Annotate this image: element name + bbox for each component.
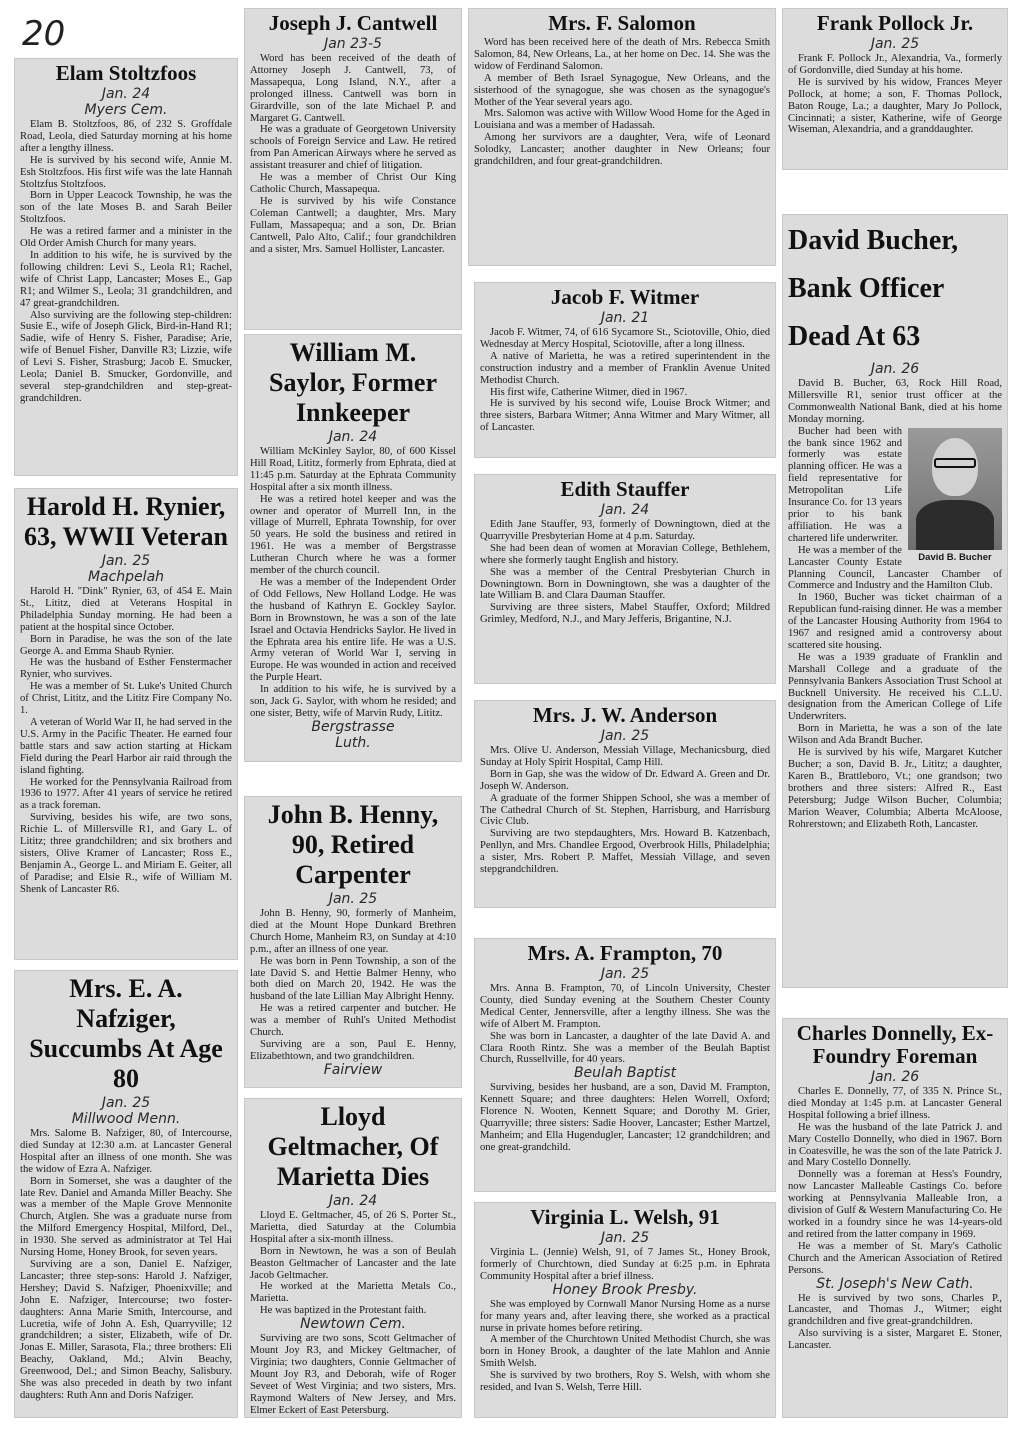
page-number: 20	[22, 14, 66, 54]
handwritten-note: Fairview	[323, 1061, 383, 1078]
paragraph: He was a graduate of Georgetown University schools of Foreign Service and Law. He retired from Pan American Airways where he served as assistant treasurer and chief of litigation.	[250, 124, 456, 172]
photo-caption: David B. Bucher	[918, 551, 992, 563]
obituary-frampton	[474, 938, 776, 1192]
handwritten-date: Jan. 25	[101, 1095, 151, 1111]
headline: John B. Henny, 90, Retired Carpenter	[267, 800, 439, 889]
paragraph: He was a member of St. Luke's United Church of Christ, Lititz, and the Lititz Fire Company No. 1.	[20, 681, 232, 717]
portrait-glasses	[934, 458, 976, 468]
paragraph: In addition to his wife, he is survived by the following children: Levi S., Leola R1; Rachel, wife of Christ Lapp, Lancaster; Moses E., Gap R1; and Wilmer S., Leola; 31 grandchildren, and 47 great-grandchildren.	[20, 249, 232, 309]
obituary-welsh	[474, 1202, 776, 1418]
paragraph: William McKinley Saylor, 80, of 600 Kissel Hill Road, Lititz, formerly from Ephrata, died at 11:45 p.m. Saturday at the Ephrata Community Hospital after a six month illness.	[250, 446, 456, 493]
paragraph: Surviving are two stepdaughters, Mrs. Howard B. Katzenbach, Penllyn, and Mrs. Chandlee Ergood, Overbrook Hills, Philadelphia; a sister, Mrs. Robert P. Maffet, Messiah Village, and seven stepgrandchildren.	[480, 828, 770, 876]
paragraph: Lloyd E. Geltmacher, 45, of 26 S. Porter St., Marietta, died Saturday at the Columbia Hospital after a six-month illness.	[250, 1210, 456, 1245]
headline: Mrs. A. Frampton, 70	[527, 941, 723, 965]
paragraph: Born in Marietta, he was a son of the late Wilson and Ada Brandt Bucher.	[788, 723, 1002, 747]
handwritten-date: Jan. 25	[600, 1230, 650, 1246]
paragraph: Edith Jane Stauffer, 93, formerly of Downingtown, died at the Quarryville Presbyterian Home at 4 p.m. Saturday.	[480, 519, 770, 542]
handwritten-note: Machpelah	[87, 569, 165, 585]
handwritten-date: Jan. 24	[101, 86, 151, 102]
paragraph: Surviving, besides his wife, are two sons, Richie L. of Millersville R1, and Gary L. of Lititz; three grandchildren; and six brothers and sisters, Olive Kramer of Lancaster; Ross E., Benjamin A., George L. and Miriam E. Geiter, all of Paradise; and Elsie R., wife of William M. Shenk of Lancaster R6.	[20, 812, 232, 895]
handwritten-date: Jan. 25	[101, 553, 151, 569]
paragraph: A member of Beth Israel Synagogue, New Orleans, and the sisterhood of the synagogue, she was chosen as the synagogue's Mother of the Year several years ago.	[474, 72, 770, 108]
paragraph: He is survived by his second wife, Annie M. Esh Stoltzfoos. His first wife was the late Hannah Stoltzfus Stoltzfoos.	[20, 154, 232, 190]
paragraph: Elam B. Stoltzfoos, 86, of 232 S. Groffdale Road, Leola, died Saturday morning at his home after a lengthy illness.	[20, 119, 232, 154]
paragraph: He is survived by two sons, Charles P., Lancaster, and Thomas J., Witmer; eight grandchildren and five great-grandchildren.	[788, 1292, 1002, 1328]
paragraph: Word has been received of the death of Attorney Joseph J. Cantwell, 73, of Massapequa, Long Island, N.Y., after a prolonged illness. Cantwell was born in Girardville, son of the late Michael P. and Margaret G. Cantwell.	[250, 53, 456, 124]
paragraph: John B. Henny, 90, formerly of Manheim, died at the Mount Hope Dunkard Brethren Church Home, Manheim R3, on Sunday at 4:10 p.m., after an illness of one year.	[250, 908, 456, 955]
headline: Elam Stoltzfoos	[55, 61, 197, 85]
paragraph: Mrs. Anna B. Frampton, 70, of Lincoln University, Chester County, died Sunday evening at the Southern Chester County Medical Center, Jennersville, after a lengthy illness. She was the wife of Albert M. Frampton.	[480, 983, 770, 1030]
handwritten-note: Myers Cem.	[84, 102, 168, 118]
headline: Charles Donnelly, Ex-Foundry Foreman	[796, 1021, 994, 1068]
paragraph: Jacob F. Witmer, 74, of 616 Sycamore St., Sciotoville, Ohio, died Wednesday at Mercy Hospital, Sciotoville, after a long illness.	[480, 327, 770, 350]
headline: Harold H. Rynier, 63, WWII Veteran	[24, 492, 228, 551]
paragraph: Born in Upper Leacock Township, he was the son of the late Moses B. and Sarah Beiler Stoltzfoos.	[20, 190, 232, 226]
handwritten-date: Jan. 25	[328, 891, 378, 907]
handwritten-note: Bergstrasse	[311, 718, 395, 735]
obituary-saylor	[244, 334, 462, 762]
obituary-pollock	[782, 8, 1008, 170]
paragraph: He was born in Penn Township, a son of the late David S. and Hettie Balmer Henny, who both died on March 20, 1942. He was the husband of the late Lillian May Albright Henny.	[250, 955, 456, 1003]
handwritten-date: Jan 23-5	[324, 36, 382, 52]
paragraph: She was born in Lancaster, a daughter of the late David A. and Clara Rooth Rintz. She was a member of the Beulah Baptist Church, Russellville, for 40 years.	[480, 1030, 770, 1066]
paragraph: He worked for the Pennsylvania Railroad from 1936 to 1977. After 41 years of service he retired as a track foreman.	[20, 776, 232, 812]
handwritten-date: Jan. 26	[870, 361, 920, 377]
obituary-anderson	[474, 700, 776, 908]
paragraph: He was a member of Christ Our King Catholic Church, Massapequa.	[250, 172, 456, 195]
paragraph: He was a 1939 graduate of Franklin and Marshall College and a graduate of the Pennsylvania Bankers Association Trust School at Bucknell University. He received his C.L.U. designation from the American College of Life Underwriters.	[788, 651, 1002, 723]
paragraph: He was the husband of Esther Fenstermacher Rynier, who survives.	[20, 657, 232, 681]
paragraph: He is survived by his widow, Frances Meyer Pollock, at home; a son, F. Thomas Pollock, Baton Rouge, La.; a daughter, Mary Jo Pollock, Cincinnati; a sister, Katherine, wife of George Wiseman, Alexandria, and a granddaughter.	[788, 76, 1002, 136]
paragraph: Surviving, besides her husband, are a son, David M. Frampton, Kennett Square; and three daughters: Helen Worrell, Oxford; Florence N. Wooten, Kennett Square; and Dorothy M. Grier, Quarryville; three sisters: Sadie Hoover, Lancaster; Esther Martzel, Manheim; and Ella Hugendugler, Lancaster; 12 grandchildren; and one great-grandchild.	[480, 1082, 770, 1153]
paragraph: He is survived by his second wife, Louise Brock Witmer; and three sisters, Barbara Witmer; Anna Witmer and Mary Witmer, all of Lancaster.	[480, 398, 770, 434]
handwritten-date: Jan. 24	[600, 502, 650, 518]
headline: Jacob F. Witmer	[550, 285, 700, 309]
paragraph: A graduate of the former Shippen School, she was a member of The Cathedral Church of St. Stephen, Harrisburg, and Harrisburg Civic Club.	[480, 792, 770, 828]
handwritten-note: Newtown Cem.	[300, 1316, 406, 1333]
obituary-bucher	[782, 214, 1008, 988]
obituary-cantwell	[244, 8, 462, 330]
paragraph: Virginia L. (Jennie) Welsh, 91, of 7 James St., Honey Brook, formerly of Churchtown, died Sunday at 6:25 p.m. in Ephrata Community Hospital after a brief illness.	[480, 1247, 770, 1282]
paragraph: Surviving are three sisters, Mabel Stauffer, Oxford; Mildred Grimley, Medford, N.J., and Mary Jefferis, Brigantine, N.J.	[480, 602, 770, 626]
handwritten-date: Jan. 24	[328, 1193, 378, 1209]
portrait-suit	[916, 500, 994, 550]
handwritten-note: Millwood Menn.	[71, 1111, 181, 1127]
paragraph: He is survived by his wife Constance Coleman Cantwell; a daughter, Mrs. Mary Fullam, Massapequa; and a son, Dr. Brian Cantwell, Palo Alto, Calif.; four grandchildren and a sister, Mrs. Samuel Hollister, Lancaster.	[250, 195, 456, 255]
obituary-nafziger	[14, 970, 238, 1418]
paragraph: Born in Gap, she was the widow of Dr. Edward A. Green and Dr. Joseph W. Anderson.	[480, 768, 770, 792]
paragraph: Bucher had been with the bank since 1962 and formerly was estate planning officer. He was a field representative for Metropolitan Life Insurance Co. for 13 years prior to his bank affiliation. He was a chartered life underwriter.	[788, 425, 902, 544]
paragraph: Also surviving are the following step-children: Susie E., wife of Joseph Glick, Bird-in-Hand R1; Sadie, wife of Henry S. Fisher, Paradise; Arie, wife of Benuel Fisher, Danville R3; Lizzie, wife of Levi S. Fisher, Strasburg; Jacob E. Smucker, Leola; Daniel B. Smucker, Gordonville, and several step-grandchildren and step-great-grandchildren.	[20, 309, 232, 404]
paragraph: A native of Marietta, he was a retired superintendent in the construction industry and a member of Franklin Avenue United Methodist Church.	[480, 350, 770, 386]
obituary-witmer	[474, 282, 776, 458]
paragraph: He was a retired farmer and a minister in the Old Order Amish Church for many years.	[20, 226, 232, 250]
headline-line-1: David Bucher,	[788, 225, 959, 256]
obituary-salomon	[468, 8, 776, 266]
headline: Frank Pollock Jr.	[816, 11, 974, 35]
paragraph: In 1960, Bucher was ticket chairman of a Republican fund-raising dinner. He was a member of the Lancaster Housing Authority from 1964 to 1967 and resigned amid a controversy about scattered site housing.	[788, 592, 1002, 651]
paragraph: Mrs. Salomon was active with Willow Wood Home for the Aged in Louisiana and was a member of Hadassah.	[474, 108, 770, 132]
obituary-geltmacher	[244, 1098, 462, 1418]
paragraph: Also surviving is a sister, Margaret E. Stoner, Lancaster.	[788, 1328, 1002, 1352]
handwritten-note: St. Joseph's New Cath.	[816, 1275, 974, 1292]
headline: Mrs. F. Salomon	[548, 11, 696, 35]
headline: Edith Stauffer	[560, 477, 690, 501]
paragraph: Born in Paradise, he was the son of the late George A. and Emma Shaub Rynier.	[20, 633, 232, 657]
handwritten-note: Honey Brook Presby.	[552, 1281, 698, 1298]
paragraph: Word has been received here of the death of Mrs. Rebecca Smith Salomon, 84, New Orleans, La., at her home on Dec. 14. She was the widow of Ferdinand Salomon.	[474, 37, 770, 72]
handwritten-note: Beulah Baptist	[573, 1065, 677, 1082]
headline: Mrs. E. A. Nafziger, Succumbs At Age 80	[29, 974, 223, 1093]
paragraph: Harold H. "Dink" Rynier, 63, of 454 E. Main St., Lititz, died at Veterans Hospital in Philadelphia Sunday morning. He had been a patient at the hospital since October.	[20, 586, 232, 633]
paragraph: Surviving are a son, Daniel E. Nafziger, Lancaster; three step-sons: Harold J. Nafziger, Hershey; David S. Nafziger, Phoenixville; and John E. Nafziger, Intercourse; two foster-daughters: Anna Marie Smith, Intercourse, and Lucretia, wife of John A. Esh, Quarryville; 12 grandchildren; a sister, Elizabeth, wife of Dr. Jonas E. Miller, Sarasota, Fla.; three brothers: Eli Beachy, Oakland, Md.; Alvin Beachy, Greenwood, Del.; and Simon Beachy, Salisbury. She was also preceded in death by two infant daughters: Ruth Ann and Doris Nafziger.	[20, 1258, 232, 1401]
paragraph: He is survived by his wife, Margaret Kutcher Bucher; a son, David B. Jr., Lititz; a daughter, Karen B., Brattleboro, Vt.; one grandson; two brothers and three sisters: Alfred R., East Petersburg; Judge Wilson Bucher, Columbia; Marion Weaver, Columbia; Alberta McAloose, Rohrerstown; and Elizabeth Roth, Lancaster.	[788, 747, 1002, 830]
headline-line-2: Bank Officer	[788, 273, 945, 304]
handwritten-note: Luth.	[335, 734, 371, 751]
paragraph: In addition to his wife, he is survived by a son, Jack G. Saylor, with whom he resided; and one sister, Betty, wife of Marvin Rudy, Lititz.	[250, 684, 456, 719]
paragraph: David B. Bucher, 63, Rock Hill Road, Millersville R1, senior trust officer at the Commonwealth National Bank, died at his home Monday morning.	[788, 378, 1002, 425]
paragraph: Mrs. Salome B. Nafziger, 80, of Intercourse, died Sunday at 12:30 a.m. at Lancaster General Hospital after an illness of one month. She was the widow of Ezra A. Nafziger.	[20, 1128, 232, 1175]
paragraph: Surviving are two sons, Scott Geltmacher of Mount Joy R3, and Mickey Geltmacher, of Virginia; two daughters, Connie Geltmacher of Mount Joy R3, and Deborah, wife of Roger Seveet of West Virginia; and two sisters, Mrs. Raymond Walters of New Jersey, and Mrs. Elmer Eckert of East Petersburg.	[250, 1333, 456, 1416]
headline: Lloyd Geltmacher, Of Marietta Dies	[267, 1102, 439, 1191]
handwritten-date: Jan. 21	[600, 310, 650, 326]
paragraph: His first wife, Catherine Witmer, died in 1967.	[490, 386, 688, 398]
handwritten-date: Jan. 25	[600, 728, 650, 744]
paragraph: A member of the Churchtown United Methodist Church, she was born in Honey Brook, a daughter of the late Mahlon and Annie Smith Welsh.	[480, 1334, 770, 1370]
handwritten-date: Jan. 24	[328, 429, 378, 445]
paragraph: She was employed by Cornwall Manor Nursing Home as a nurse for many years and, after leaving there, she worked as a practical nurse in private homes before retiring.	[480, 1298, 770, 1334]
paragraph: A veteran of World War II, he had served in the U.S. Army in the Pacific Theater. He earned four battle stars and saw action starting at Hickam Field during the Pearl Harbor air raid through the island fighting.	[20, 716, 232, 776]
paragraph: He was a member of St. Mary's Catholic Church and the American Association of Retired Persons.	[788, 1240, 1002, 1276]
paragraph: Frank F. Pollock Jr., Alexandria, Va., formerly of Gordonville, died Sunday at his home.	[788, 53, 1002, 76]
obituary-donnelly	[782, 1018, 1008, 1418]
portrait-photo	[908, 428, 1002, 550]
paragraph: He was a member of the Independent Order of Odd Fellows, New Holland Lodge. He was the husband of Kathryn E. Gockley Saylor. Born in Brownstown, he was a son of the late Israel and Octavia Hendricks Saylor. He lived in the Ephrata area his entire life. He was a U.S. Army veteran of World War I, serving in Europe. He was wounded in action and received the Purple Heart.	[250, 576, 456, 684]
paragraph: He was baptized in the Protestant faith.	[260, 1305, 427, 1317]
paragraph: He was a member of the Lancaster County Estate Planning Council, Lancaster Chamber of Commerce and Industry and the Hamilton Club.	[788, 544, 1002, 592]
paragraph: He was a retired hotel keeper and was the owner and operator of Murrell Inn, in the village of Murrell, Ephrata Township, for over 50 years. He sold the business and retired in 1961. He was a member of Bergstrasse Lutheran Church where he was a former member of the church council.	[250, 493, 456, 577]
paragraph: Mrs. Olive U. Anderson, Messiah Village, Mechanicsburg, died Sunday at Holy Spirit Hospital, Camp Hill.	[480, 745, 770, 768]
headline-line-3: Dead At 63	[788, 321, 921, 352]
headline: Joseph J. Cantwell	[268, 11, 438, 35]
paragraph: Among her survivors are a daughter, Vera, wife of Leonard Solodky, Lancaster; another daughter in New Orleans; four grandchildren, and four great-grandchildren.	[474, 132, 770, 168]
paragraph: Surviving are a son, Paul E. Henny, Elizabethtown, and two grandchildren.	[250, 1038, 456, 1062]
obituary-henny	[244, 796, 462, 1088]
obituary-rynier	[14, 488, 238, 960]
paragraph: Donnelly was a foreman at Hess's Foundry, now Lancaster Malleable Castings Co. before working at Pennsylvania Malleable Iron, a division of Gulf & Western Manufacturing Co. He worked in a foundry since he was 14-years-old and retired from the latter company in 1969.	[788, 1169, 1002, 1240]
handwritten-date: Jan. 25	[870, 36, 920, 52]
handwritten-date: Jan. 26	[870, 1069, 920, 1085]
headline: William M. Saylor, Former Innkeeper	[269, 338, 437, 427]
paragraph: Born in Newtown, he was a son of Beulah Beaston Geltmacher of Lancaster and the late Jacob Geltmacher.	[250, 1245, 456, 1281]
paragraph: She had been dean of women at Moravian College, Bethlehem, where she formerly taught English and history.	[480, 542, 770, 566]
paragraph: Charles E. Donnelly, 77, of 335 N. Prince St., died Monday at 1:45 p.m. at Lancaster General Hospital following a brief illness.	[788, 1086, 1002, 1121]
headline: Mrs. J. W. Anderson	[532, 703, 718, 727]
handwritten-date: Jan. 25	[600, 966, 650, 982]
obituary-stoltzfoos	[14, 58, 238, 476]
paragraph: She is survived by two brothers, Roy S. Welsh, with whom she resided, and Ivan S. Welsh, Terre Hill.	[480, 1370, 770, 1394]
paragraph: He was the husband of the late Patrick J. and Mary Costello Donnelly, who died in 1967. Born in Coatesville, he was the son of the late Patrick J. and Mary Costello Donnelly.	[788, 1121, 1002, 1169]
paragraph: He worked at the Marietta Metals Co., Marietta.	[250, 1281, 456, 1305]
paragraph: He was a retired carpenter and butcher. He was a member of Ruhl's United Methodist Church.	[250, 1003, 456, 1039]
paragraph: Born in Somerset, she was a daughter of the late Rev. Daniel and Amanda Miller Beachy. She was a member of the Maple Grove Mennonite Church, Atglen. She was a graduate nurse from the Milford Emergency Hospital, Milford, Del., in 1930. She served as administrator at Tel Hai Nursing Home, Honey Brook, for seven years.	[20, 1175, 232, 1259]
obituary-stauffer	[474, 474, 776, 684]
headline: Virginia L. Welsh, 91	[530, 1205, 720, 1229]
paragraph: She was a member of the Central Presbyterian Church in Downingtown. Born in Downingtown, she was a daughter of the late William B. and Clara Dauman Stauffer.	[480, 566, 770, 602]
